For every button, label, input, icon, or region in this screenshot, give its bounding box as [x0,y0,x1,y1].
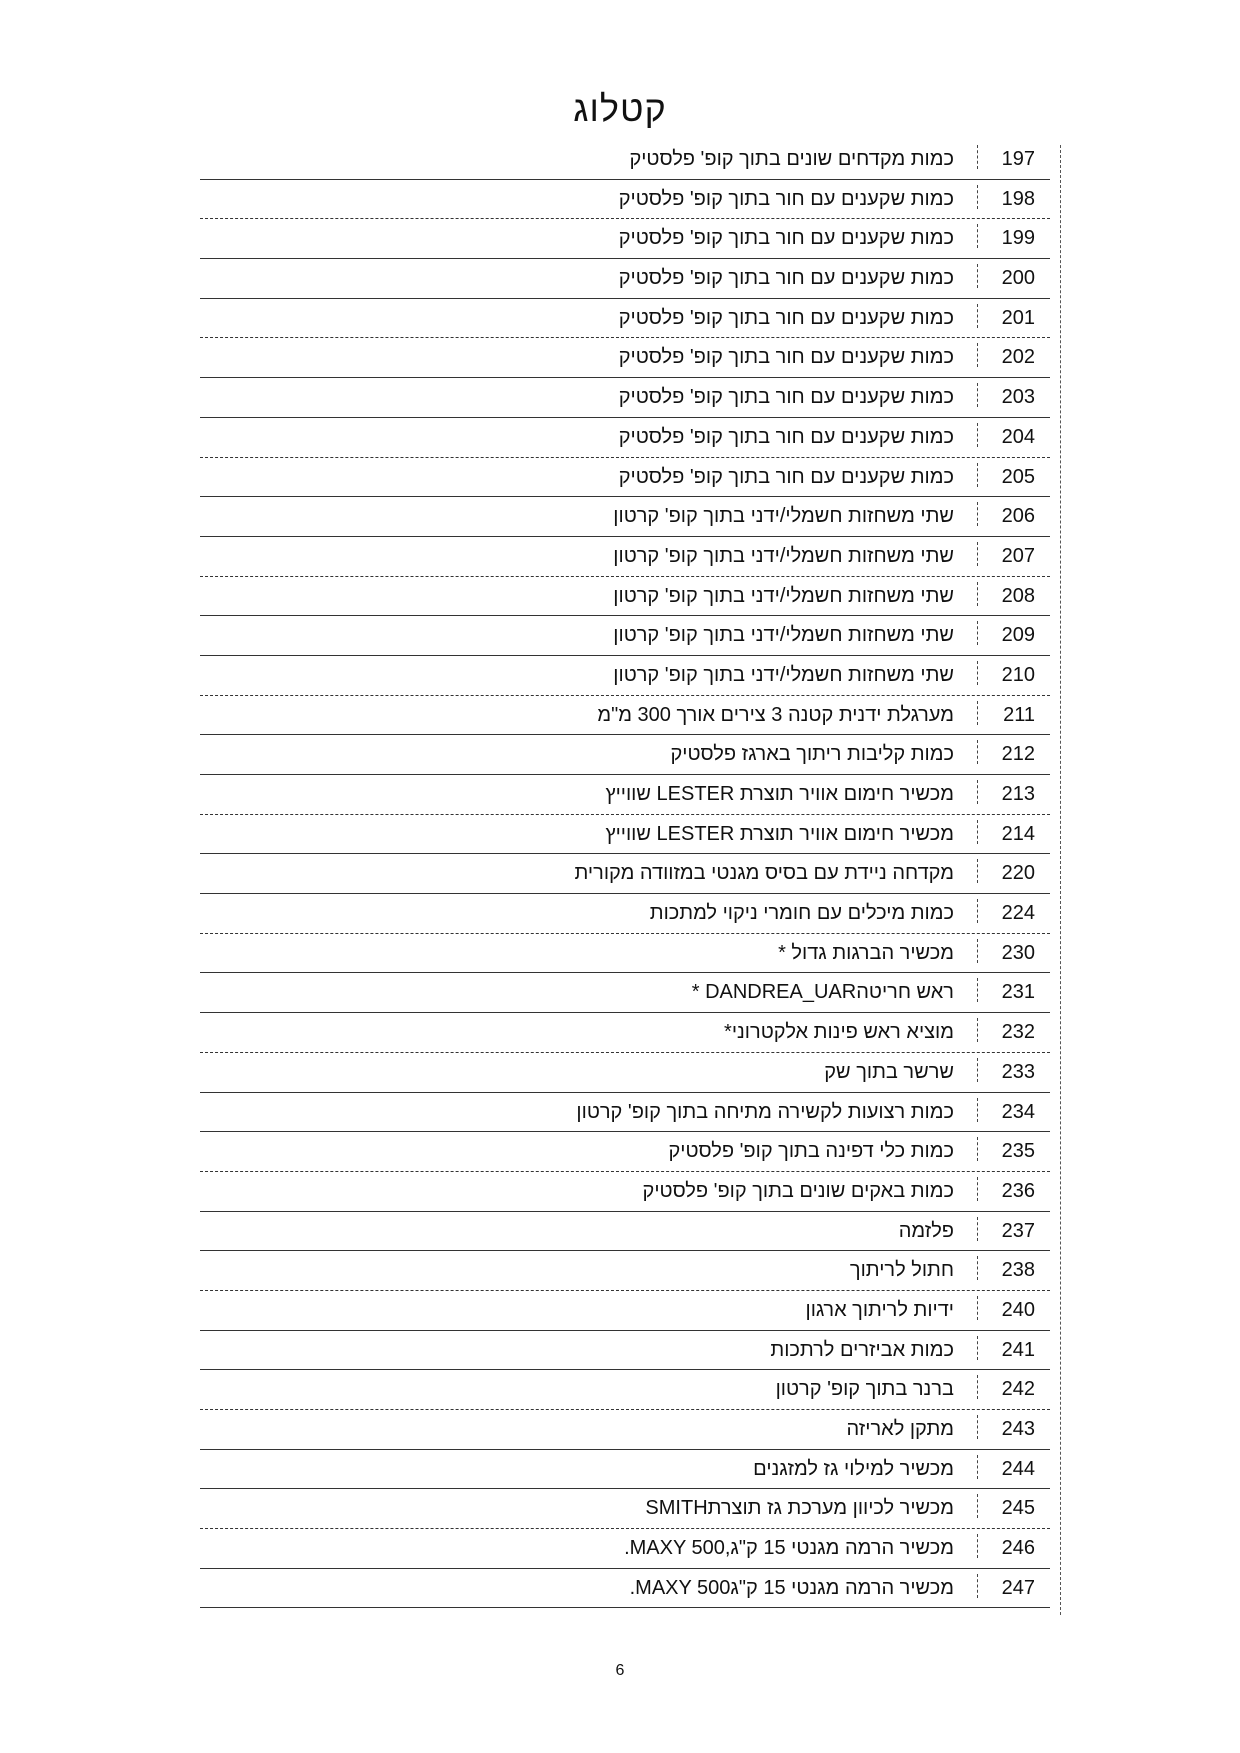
item-description: מוציא ראש פינות אלקטרוני* [724,1021,954,1044]
item-number: 245 [1001,1497,1035,1520]
column-divider [977,1534,978,1558]
item-number: 247 [1001,1576,1035,1599]
item-number: 230 [1001,941,1035,964]
column-divider [977,939,978,963]
table-row [200,616,1050,656]
column-divider [977,780,978,804]
column-divider [977,1137,978,1161]
column-divider [977,1098,978,1122]
item-description: כמות שקענים עם חור בתוך קופ' פלסטיק [618,187,954,210]
table-row [200,973,1050,1013]
column-divider [977,859,978,883]
column-divider [977,820,978,844]
table-row [200,338,1050,378]
column-divider [977,224,978,248]
column-divider [977,304,978,328]
item-number: 211 [1003,703,1035,726]
table-row [200,1569,1050,1609]
item-description: שתי משחזות חשמלי/ידני בתוך קופ' קרטון [613,624,954,647]
table-row [200,1212,1050,1252]
item-number: 210 [1001,663,1035,686]
table-row [200,1291,1050,1331]
table-row [200,458,1050,498]
item-description: מכשיר הברגות גדול * [778,941,954,964]
column-divider [977,661,978,685]
item-number: 214 [1001,822,1035,845]
column-divider [977,1296,978,1320]
item-number: 209 [1001,624,1035,647]
table-row [200,577,1050,617]
item-number: 243 [1001,1418,1035,1440]
table-row [200,656,1050,696]
item-number: 242 [1001,1378,1035,1401]
table-row [200,1013,1050,1053]
item-description: כמות שקענים עם חור בתוך קופ' פלסטיק [618,346,954,369]
column-divider [977,899,978,923]
item-description: כמות שקענים עם חור בתוך קופ' פלסטיק [618,306,954,329]
page-number: 6 [615,1662,625,1679]
table-row [200,497,1050,537]
table-row [200,1053,1050,1093]
item-description: כמות רצועות לקשירה מתיחה בתוך קופ' קרטון [576,1100,954,1123]
column-divider [977,1375,978,1399]
item-description: מערגלת ידנית קטנה 3 צירים אורך 300 מ"מ [597,703,954,726]
column-divider [977,383,978,407]
item-number: 206 [1001,505,1035,528]
column-divider [977,740,978,764]
item-description: כמות קליבות ריתוך בארגז פלסטיק [670,743,954,766]
right-margin-rule [1060,145,1061,1615]
table-row [200,378,1050,418]
item-number: 205 [1001,465,1035,488]
item-description: מכשיר הרמה מגנטי 15 ק"ג,MAXY 500. [624,1537,954,1560]
table-row [200,775,1050,815]
column-divider [977,1256,978,1280]
item-description: מכשיר הרמה מגנטי 15 ק"גMAXY 500. [629,1576,954,1599]
item-description: מכשיר חימום אוויר תוצרת LESTER שווייץ [605,783,954,805]
column-divider [977,701,978,725]
column-divider [977,542,978,566]
item-number: 246 [1001,1537,1035,1560]
item-description: שתי משחזות חשמלי/ידני בתוך קופ' קרטון [613,505,954,528]
item-number: 198 [1001,187,1035,210]
item-description: כמות באקים שונים בתוך קופ' פלסטיק [642,1179,954,1202]
column-divider [977,1177,978,1201]
column-divider [977,978,978,1002]
table-row [200,418,1050,458]
item-description: מתקן לאריזה [846,1418,954,1440]
item-description: שתי משחזות חשמלי/ידני בתוך קופ' קרטון [613,663,954,686]
table-row [200,1331,1050,1371]
item-number: 244 [1001,1457,1035,1480]
column-divider [977,145,978,169]
table-row [200,1529,1050,1569]
column-divider [977,1336,978,1360]
item-description: מכשיר חימום אוויר תוצרת LESTER שווייץ [605,822,954,845]
item-description: מקדחה ניידת עם בסיס מגנטי במזוודה מקורית [574,862,954,885]
column-divider [977,343,978,367]
table-row [200,219,1050,259]
page-title: קטלוג [573,88,667,129]
table-row [200,1489,1050,1529]
table-row [200,1450,1050,1490]
item-description: שרשר בתוך שק [824,1060,954,1083]
item-number: 232 [1001,1021,1035,1044]
item-description: ראש חריטהDANDREA_UAR * [691,981,954,1004]
column-divider [977,463,978,487]
item-number: 238 [1001,1259,1035,1282]
table-row [200,259,1050,299]
table-row [200,180,1050,220]
column-divider [977,582,978,606]
item-number: 237 [1001,1219,1035,1242]
item-description: כמות מקדחים שונים בתוך קופ' פלסטיק [629,148,954,170]
column-divider [977,1018,978,1042]
item-number: 233 [1001,1060,1035,1083]
item-number: 200 [1001,267,1035,290]
item-description: כמות אביזרים לרתכות [770,1338,954,1361]
item-description: ידיות לריתוך ארגון [805,1298,954,1321]
item-number: 235 [1001,1140,1035,1163]
item-description: כמות שקענים עם חור בתוך קופ' פלסטיק [618,267,954,290]
column-divider [977,502,978,526]
item-description: ברנר בתוך קופ' קרטון [775,1378,954,1401]
item-description: חתול לריתוך [849,1259,954,1282]
table-row [200,299,1050,339]
column-divider [977,185,978,209]
column-divider [977,1415,978,1439]
table-row [200,1093,1050,1133]
item-number: 224 [1001,902,1035,925]
item-description: מכשיר למילוי גז למזגנים [753,1457,954,1480]
table-row [200,934,1050,974]
item-description: כמות שקענים עם חור בתוך קופ' פלסטיק [618,465,954,488]
item-number: 236 [1001,1179,1035,1202]
item-number: 207 [1001,544,1035,567]
item-description: כמות שקענים עם חור בתוך קופ' פלסטיק [618,386,954,409]
column-divider [977,1574,978,1598]
column-divider [977,1455,978,1479]
item-description: כמות מיכלים עם חומרי ניקוי למתכות [649,902,954,925]
catalog-table [200,140,1050,1608]
item-number: 203 [1001,386,1035,409]
item-description: כמות שקענים עם חור בתוך קופ' פלסטיק [618,425,954,448]
table-row [200,696,1050,736]
item-description: כמות שקענים עם חור בתוך קופ' פלסטיק [618,227,954,250]
table-row [200,537,1050,577]
table-row [200,1370,1050,1410]
item-number: 231 [1001,981,1035,1004]
table-row [200,815,1050,855]
item-number: 199 [1001,227,1035,250]
column-divider [977,1058,978,1082]
item-number: 201 [1001,306,1035,329]
item-number: 213 [1001,783,1035,805]
table-row [200,894,1050,934]
column-divider [977,264,978,288]
item-number: 240 [1001,1298,1035,1321]
column-divider [977,1494,978,1518]
item-number: 202 [1001,346,1035,369]
item-number: 234 [1001,1100,1035,1123]
table-row [200,735,1050,775]
table-row [200,1251,1050,1291]
table-row [200,854,1050,894]
item-number: 204 [1001,425,1035,448]
item-description: שתי משחזות חשמלי/ידני בתוך קופ' קרטון [613,584,954,607]
column-divider [977,621,978,645]
item-description: פלזמה [898,1219,954,1242]
column-divider [977,423,978,447]
item-description: כמות כלי דפינה בתוך קופ' פלסטיק [668,1140,954,1163]
item-number: 212 [1001,743,1035,766]
table-row [200,1410,1050,1450]
item-number: 241 [1001,1338,1035,1361]
column-divider [977,1217,978,1241]
item-number: 197 [1001,148,1035,170]
table-row [200,1132,1050,1172]
table-row [200,140,1050,180]
item-number: 220 [1001,862,1035,885]
item-description: שתי משחזות חשמלי/ידני בתוך קופ' קרטון [613,544,954,567]
table-row [200,1172,1050,1212]
item-description: מכשיר לכיוון מערכת גז תוצרתSMITH [645,1497,954,1520]
item-number: 208 [1001,584,1035,607]
